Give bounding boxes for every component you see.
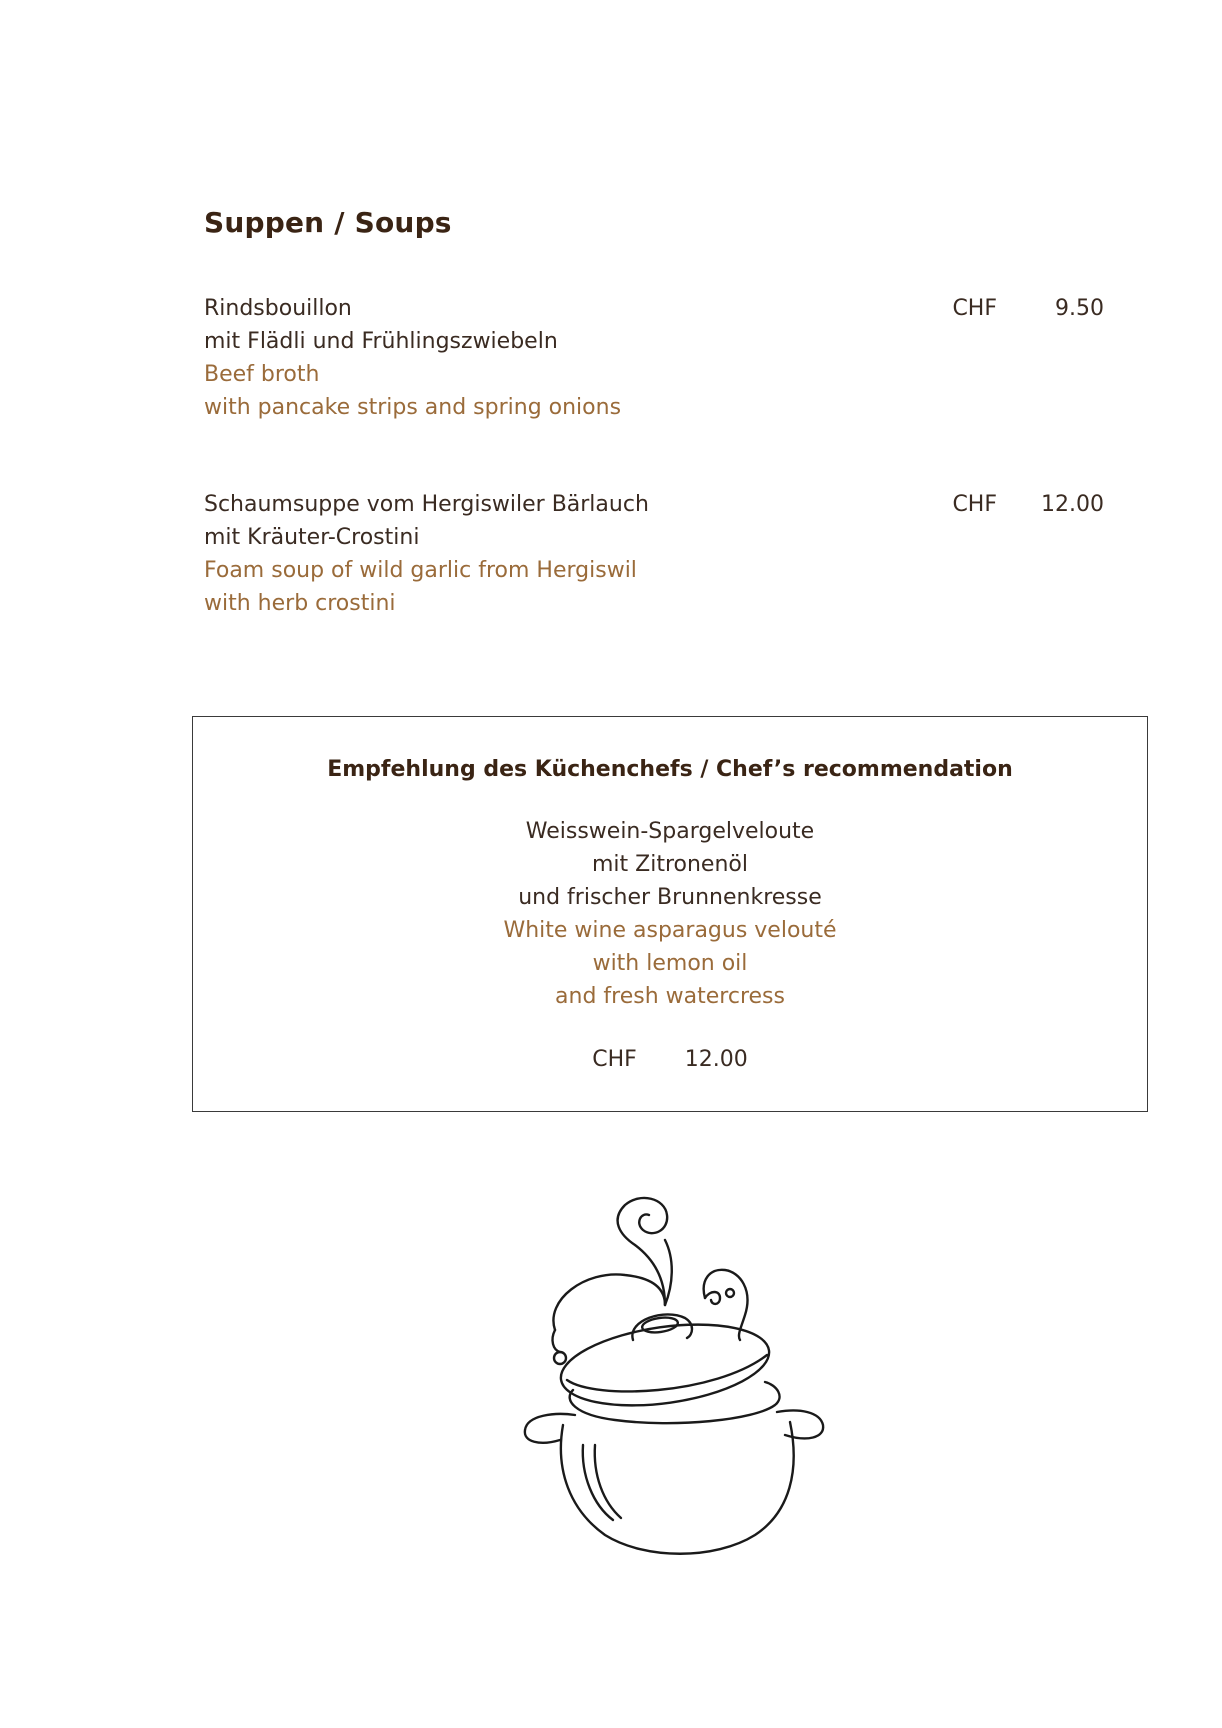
- recommendation-german-line: mit Zitronenöl: [592, 852, 748, 877]
- item-english-description: with herb crostini: [204, 591, 396, 616]
- item-currency: CHF: [952, 492, 997, 517]
- item-german-name: Rindsbouillon: [204, 296, 352, 321]
- item-german-description: mit Kräuter-Crostini: [204, 525, 420, 550]
- menu-item-beef-broth: [204, 292, 1104, 424]
- item-english-name: Foam soup of wild garlic from Hergiswil: [204, 558, 637, 583]
- item-currency: CHF: [952, 296, 997, 321]
- recommendation-amount: 12.00: [684, 1047, 748, 1072]
- recommendation-price: [193, 1043, 1147, 1076]
- recommendation-english-line: and fresh watercress: [555, 984, 785, 1009]
- recommendation-english-line: with lemon oil: [592, 951, 748, 976]
- recommendation-english-line: White wine asparagus velouté: [503, 918, 837, 943]
- cooking-pot-icon: [515, 1190, 845, 1560]
- section-title: Suppen / Soups: [204, 206, 452, 239]
- item-german-name: Schaumsuppe vom Hergiswiler Bärlauch: [204, 492, 649, 517]
- recommendation-currency: CHF: [592, 1047, 637, 1072]
- item-amount: 9.50: [1055, 296, 1104, 321]
- recommendation-german-line: Weisswein-Spargelveloute: [525, 819, 815, 844]
- recommendation-german-line: und frischer Brunnenkresse: [518, 885, 822, 910]
- item-german-description: mit Flädli und Frühlingszwiebeln: [204, 329, 558, 354]
- item-english-name: Beef broth: [204, 362, 320, 387]
- chef-recommendation-box: [192, 716, 1148, 1112]
- menu-item-wild-garlic-soup: [204, 488, 1104, 620]
- recommendation-title: Empfehlung des Küchenchefs / Chef’s recommendation: [327, 757, 1013, 782]
- item-amount: 12.00: [1041, 492, 1104, 517]
- recommendation-description: [193, 815, 1147, 1013]
- item-english-description: with pancake strips and spring onions: [204, 395, 622, 420]
